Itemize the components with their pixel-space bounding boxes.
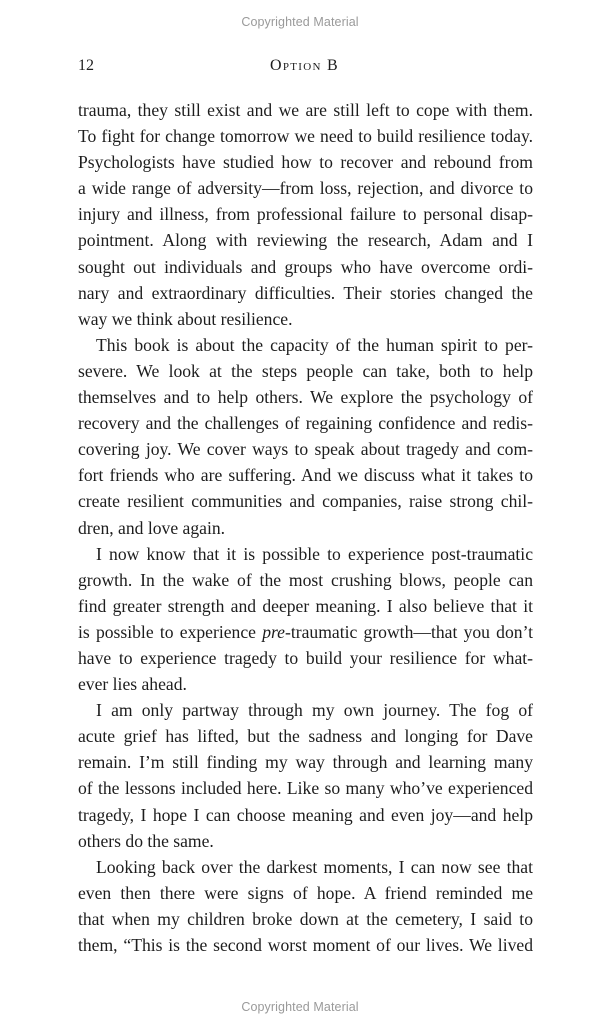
text-line: remain. I’m still finding my way through and learning many xyxy=(78,752,533,773)
text-line: recovery and the challenges of regaining confidence and redis- xyxy=(78,413,533,434)
book-title: Option B xyxy=(269,57,339,74)
emphasized-word: pre xyxy=(262,621,285,642)
text-line: create resilient communities and companies, raise strong chil- xyxy=(78,491,533,512)
copyright-watermark-top: Copyrighted Material xyxy=(241,15,359,29)
text-line: ever lies ahead. xyxy=(78,674,187,695)
text-line: I now know that it is possible to experience post-traumatic xyxy=(96,543,533,564)
text-line: have to experience tragedy to build your resilience for what- xyxy=(78,647,533,668)
text-line: Looking back over the darkest moments, I can now see that xyxy=(96,856,533,877)
text-line: dren, and love again. xyxy=(78,517,226,538)
text-line: Psychologists have studied how to recover and rebound from xyxy=(78,152,533,173)
text-run: is possible to experience xyxy=(78,621,263,642)
text-line: This book is about the capacity of the human spirit to per- xyxy=(96,334,533,355)
text-line: pointment. Along with reviewing the research, Adam and I xyxy=(78,230,533,251)
text-line: themselves and to help others. We explore the psychology of xyxy=(78,387,533,408)
text-line: even then there were signs of hope. A friend reminded me xyxy=(78,882,533,903)
copyright-watermark-bottom: Copyrighted Material xyxy=(241,1000,359,1014)
running-head xyxy=(78,57,531,79)
text-line: find greater strength and deeper meaning. I also believe that it xyxy=(78,595,533,616)
text-line: injury and illness, from professional failure to personal disap- xyxy=(78,204,533,225)
text-line: covering joy. We cover ways to speak about tragedy and com- xyxy=(78,439,533,460)
text-line: a wide range of adversity—from loss, rejection, and divorce to xyxy=(78,178,533,199)
text-line: growth. In the wake of the most crushing blows, people can xyxy=(78,569,533,590)
paragraph xyxy=(78,697,533,854)
text-line: sought out individuals and groups who have overcome ordi- xyxy=(78,256,533,277)
text-line: I am only partway through my own journey. The fog of xyxy=(96,700,533,721)
text-line: that when my children broke down at the cemetery, I said to xyxy=(78,908,533,929)
paragraph xyxy=(78,541,533,698)
text-line: tragedy, I hope I can choose meaning and even joy—and help xyxy=(78,804,533,825)
text-run: -traumatic growth—that you don’t xyxy=(285,621,533,642)
text-line: To fight for change tomorrow we need to build resilience today. xyxy=(78,126,533,147)
body-text xyxy=(78,97,533,958)
text-line: them, “This is the second worst moment of our lives. We lived xyxy=(78,935,533,955)
text-line: fort friends who are suffering. And we discuss what it takes to xyxy=(78,465,533,486)
text-line: way we think about resilience. xyxy=(78,308,293,329)
text-line: acute grief has lifted, but the sadness and longing for Dave xyxy=(78,726,533,747)
text-line: nary and extraordinary difficulties. Their stories changed the xyxy=(78,282,533,303)
page-number: 12 xyxy=(78,57,94,74)
text-line xyxy=(78,619,533,645)
text-line: others do the same. xyxy=(78,830,214,851)
paragraph xyxy=(78,97,533,332)
text-line: of the lessons included here. Like so many who’ve experienced xyxy=(78,778,533,799)
text-line: severe. We look at the steps people can take, both to help xyxy=(78,360,533,381)
text-line: trauma, they still exist and we are still left to cope with them. xyxy=(78,100,533,120)
paragraph xyxy=(78,854,533,958)
paragraph xyxy=(78,332,533,541)
